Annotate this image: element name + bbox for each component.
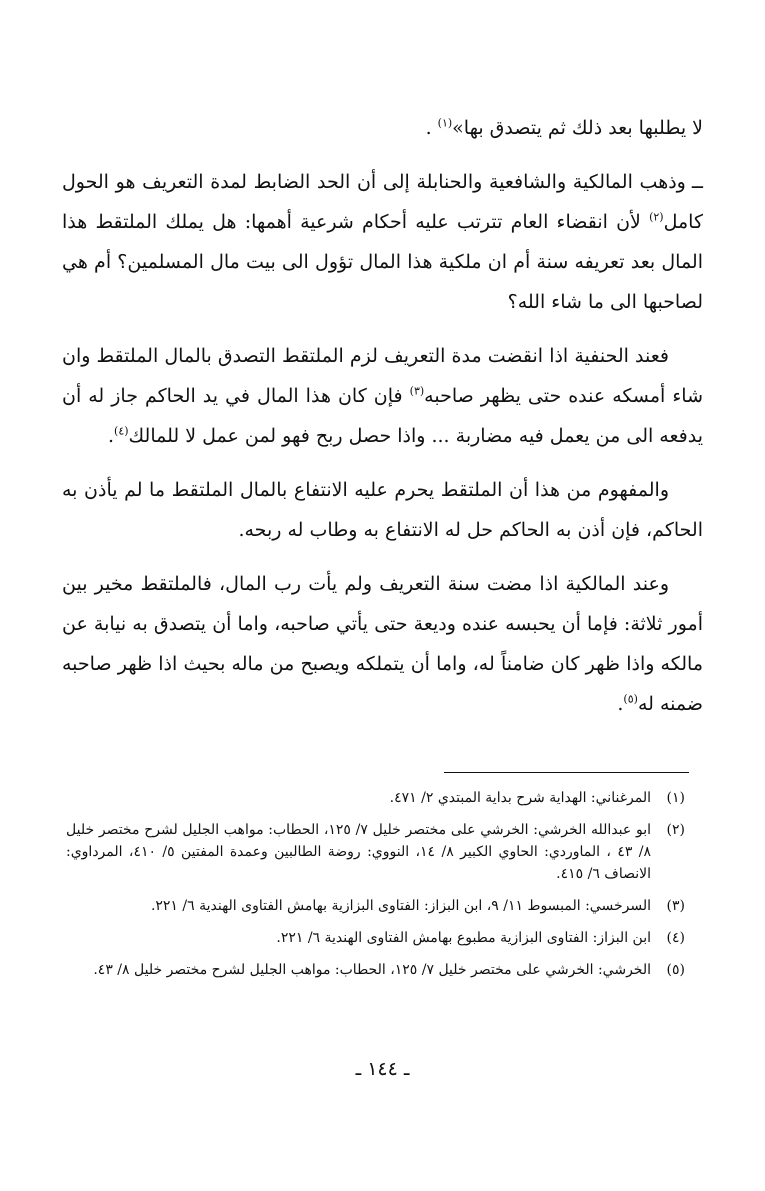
footnote-text: السرخسي: المبسوط ١١/ ٩، ابن البزاز: الفتاوى البزازية بهامش الفتاوى الهندية ٦/ ٢٢١. (150, 898, 651, 914)
footnote-number: (٣) (666, 898, 685, 914)
footnote-text: الخرشي: الخرشي على مختصر خليل ٧/ ١٢٥، الحطاب: مواهب الجليل لشرح مختصر خليل ٨/ ٤٣. (93, 962, 651, 978)
paragraph-4-text: والمفهوم من هذا أن الملتقط يحرم عليه الانتفاع بالمال الملتقط ما لم يأذن به الحاكم، فإن أذن به الحاكم حل له الانتفاع به وطاب له ربحه. (62, 479, 703, 541)
paragraph-3-tail: . (107, 425, 115, 447)
footnote-4 (66, 927, 685, 949)
footnote-ref-2[interactable]: (٢) (649, 210, 664, 224)
footnote-number: (١) (666, 790, 685, 806)
footnote-ref-1[interactable]: (١) (437, 116, 453, 130)
paragraph-1-tail: . (425, 117, 438, 139)
main-text (62, 108, 703, 724)
page-number: ـ ١٤٤ ـ (355, 1058, 410, 1080)
footnote-ref-3[interactable]: (٣) (409, 384, 425, 398)
footnote-text: ابن البزاز: الفتاوى البزازية مطبوع بهامش الفتاوى الهندية ٦/ ٢٢١. (276, 930, 651, 946)
footnote-number: (٢) (666, 822, 685, 838)
footnote-number: (٥) (666, 962, 685, 978)
paragraph-3-text-b: فإن كان هذا المال في يد الحاكم جاز له أن يدفعه الى من يعمل فيه مضاربة ... واذا حصل ربح فهو لمن عمل لا للمالك (62, 385, 703, 447)
footnote-ref-5[interactable]: (٥) (623, 692, 638, 706)
paragraph-2-text-a: وذهب المالكية والشافعية والحنابلة إلى أن الحد الضابط لمدة التعريف هو الحول كامل (62, 171, 703, 233)
paragraph-3 (62, 336, 703, 456)
footnote-number: (٤) (666, 930, 685, 946)
footnote-divider (444, 772, 689, 773)
paragraph-5-tail: . (617, 693, 624, 715)
footnote-5 (66, 959, 685, 981)
paragraph-3-text-a: فعند الحنفية اذا انقضت مدة التعريف لزم الملتقط التصدق بالمال الملتقط وان شاء أمسكه عنده حتى يظهر صاحبه (62, 345, 703, 407)
footnote-1 (66, 787, 685, 809)
footnote-text: المرغناني: الهداية شرح بداية المبتدي ٢/ ٤٧١. (389, 790, 651, 806)
paragraph-5-text: وعند المالكية اذا مضت سنة التعريف ولم يأت رب المال، فالملتقط مخير بين أمور ثلاثة: فإما أن يحبسه عنده وديعة حتى يأتي صاحبه، واما أن يتصدق به نيابة عن مالكه واذا ظهر كان ضامناً له، واما أن يتملكه ويصبح من ماله بحيث اذا ظهر صاحبه ضمنه له (62, 573, 703, 715)
paragraph-1-text: لا يطلبها بعد ذلك ثم يتصدق بها» (452, 117, 703, 139)
footnote-ref-4[interactable]: (٤) (114, 424, 129, 438)
paragraph-1 (62, 108, 703, 148)
footnote-2 (66, 819, 685, 885)
paragraph-2 (62, 162, 703, 322)
paragraph-5 (62, 564, 703, 724)
paragraph-marker: ــ (691, 171, 703, 193)
paragraph-4 (62, 470, 703, 550)
paragraph-2-text-b: لأن انقضاء العام تترتب عليه أحكام شرعية أهمها: هل يملك الملتقط هذا المال بعد تعريفه سنة أم ان ملكية هذا المال تؤول الى بيت مال المسلمين؟ أم هي لصاحبها الى ما شاء الله؟ (62, 211, 703, 313)
footnote-3 (66, 895, 685, 917)
footnote-text: ابو عبدالله الخرشي: الخرشي على مختصر خليل ٧/ ١٢٥، الحطاب: مواهب الجليل لشرح مختصر خليل ٨/ ٤٣ ، الماوردي: الحاوي الكبير ٨/ ١٤، النووي: روضة الطالبين وعمدة المفتين ٥/ ٤١٠، المرداوي: الانصاف ٦/ ٤١٥. (66, 822, 652, 882)
footnotes-section (66, 787, 685, 991)
